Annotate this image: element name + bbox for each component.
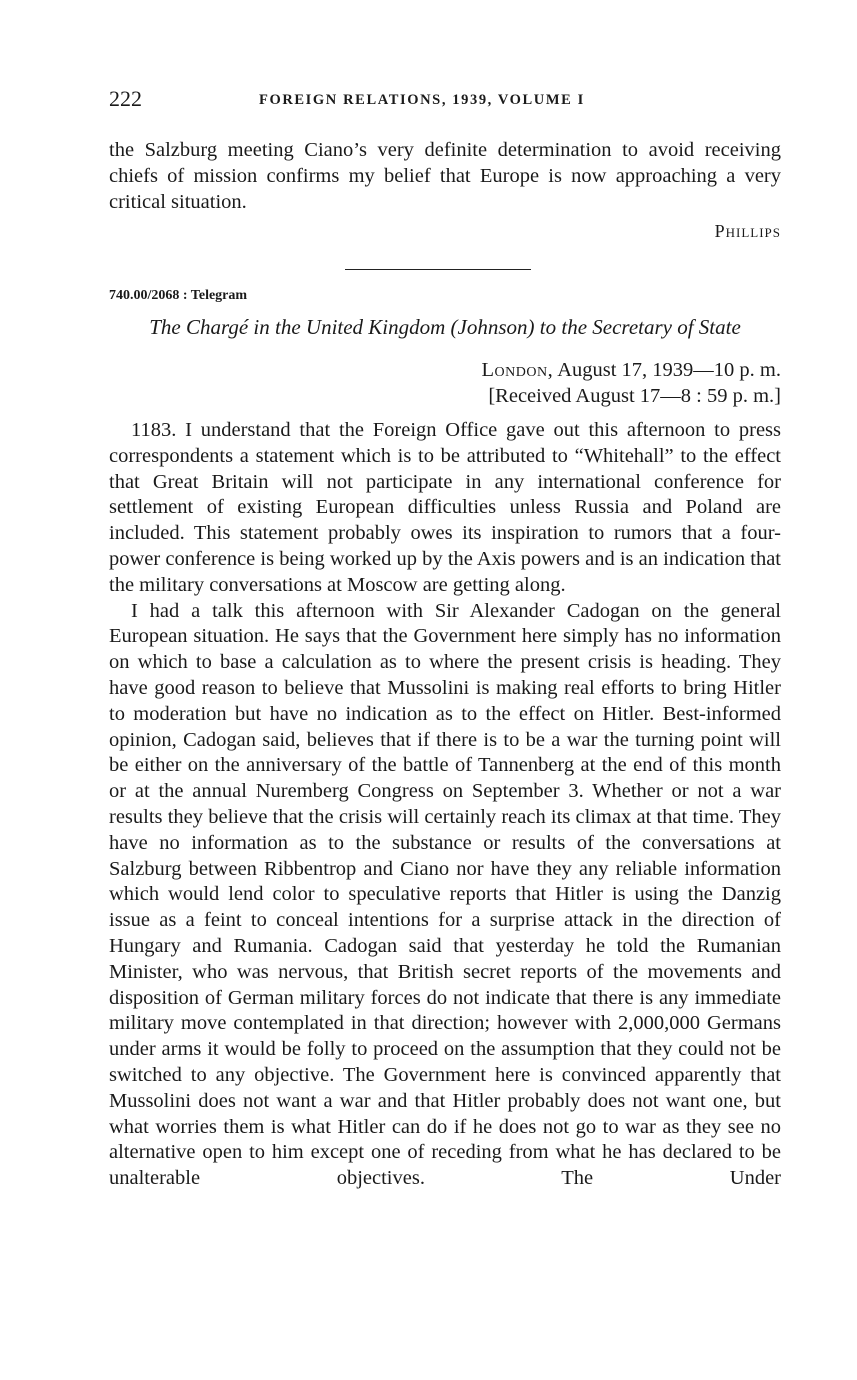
dispatch-line: [109, 358, 781, 384]
document-page: [109, 86, 781, 1192]
page-number: 222: [109, 86, 142, 111]
section-divider: [345, 269, 531, 270]
file-reference: 740.00/2068 : Telegram: [109, 288, 248, 304]
dispatch-place: London,: [481, 359, 554, 382]
received-line: [Received August 17—8 : 59 p. m.]: [488, 385, 781, 408]
document-heading: The Chargé in the United Kingdom (Johnson) to the Secretary of State: [149, 315, 741, 340]
running-header: [109, 86, 781, 116]
dispatch-date: August 17, 1939—10 p. m.: [553, 359, 781, 382]
dateline: [109, 358, 781, 410]
paragraph: I had a talk this afternoon with Sir Alexander Cadogan on the general European situation. He says that the Government here simply has no information on which to base a calculation as to where the present crisis is heading. They have good reason to believe that Mussolini is making real efforts to bring Hitler to moderation but have no indication as to the effect on Hitler. Best-informed opinion, Cadogan said, believes that if there is to be a war the turning point will be either on the anniversary of the battle of Tannenberg at the end of this month or at the annual Nuremberg Congress on September 3. Whether or not a war results they believe that the crisis will certainly reach its climax at that time. They have no information as to the substance or results of the conversations at Salzburg between Ribbentrop and Ciano nor have they any reliable information which would lend color to speculative reports that Hitler is using the Danzig issue as a feint to conceal intentions for a surprise attack in the direction of Hungary and Rumania. Cadogan said that yesterday he told the Rumanian Minister, who was nervous, that British secret reports of the movements and disposition of German military forces do not indicate that there is any immediate military move contemplated in that direction; however with 2,000,000 Germans under arms it would be folly to proceed on the assumption that they could not be switched to any objective. The Government here is convinced apparently that Mussolini does not want a war and that Hitler probably does not want one, but what worries them is what Hitler can do if he does not go to war as they see no alternative open to him except one of receding from what he has declared to be unalterable objectives. The Under: [109, 599, 781, 1190]
previous-document-closing-text: the Salzburg meeting Ciano’s very definite determination to avoid receiving chiefs of mission confirms my belief that Europe is now approaching a very critical situation.: [109, 139, 781, 213]
signature: Phillips: [714, 221, 781, 242]
paragraph: 1183. I understand that the Foreign Office gave out this afternoon to press correspondents a statement which is to be attributed to “Whitehall” to the effect that Great Britain will not participate in any international conference for settlement of existing European difficulties unless Russia and Poland are included. This statement probably owes its inspiration to rumors that a four-power conference is being worked up by the Axis powers and is an indication that the military conversations at Moscow are getting along.: [109, 418, 781, 596]
running-title: FOREIGN RELATIONS, 1939, VOLUME I: [259, 92, 585, 108]
